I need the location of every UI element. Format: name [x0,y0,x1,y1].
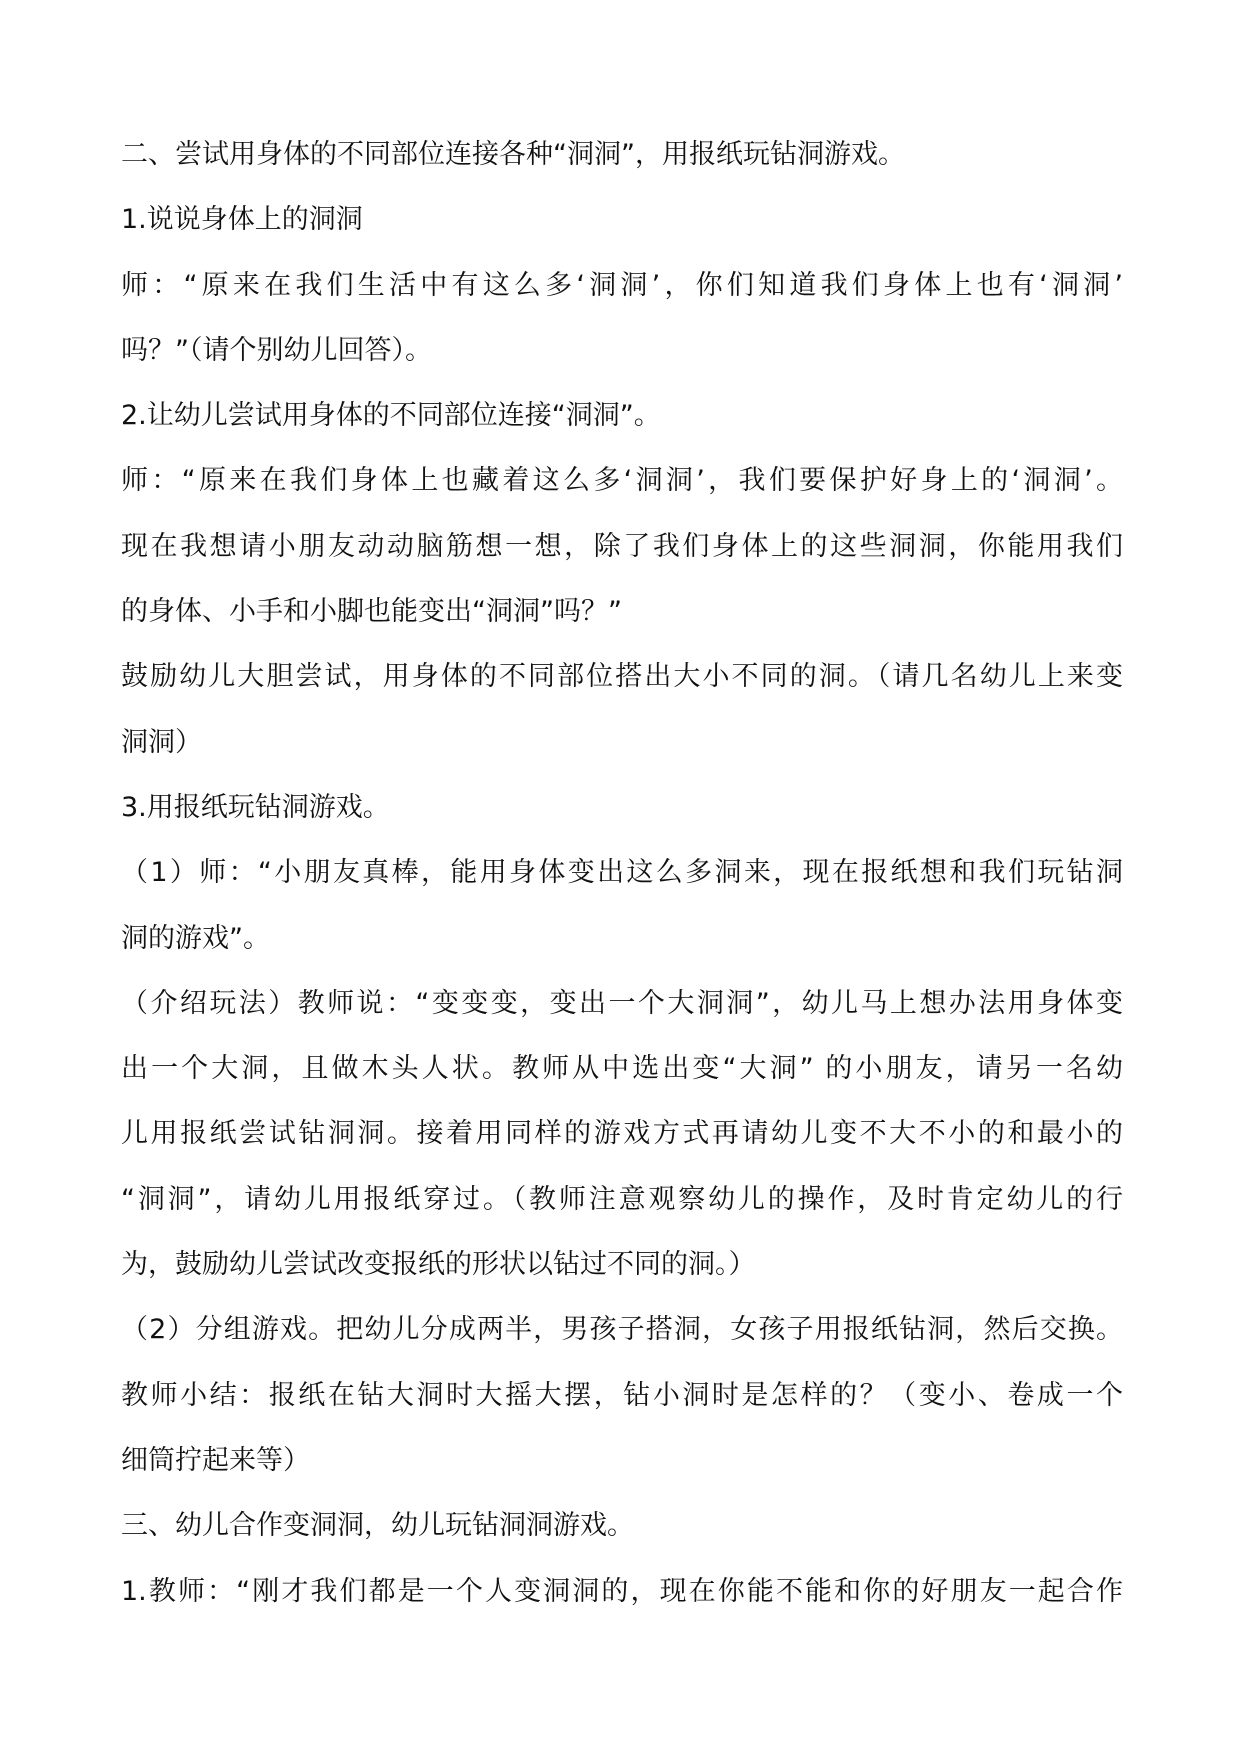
paragraph-line: 洞的游戏”。 [121,922,270,954]
paragraph-line: 洞洞） [121,726,202,758]
paragraph-line: 的身体、小手和小脚也能变出“洞洞”吗？” [121,596,622,628]
paragraph-line: 师：“原来在我们生活中有这么多‘洞洞’，你们知道我们身体上也有‘洞洞’ [121,269,1123,301]
paragraph-line: 出一个大洞，且做木头人状。教师从中选出变“大洞” 的小朋友，请另一名幼 [121,1053,1123,1085]
step-heading: 2.让幼儿尝试用身体的不同部位连接“洞洞”。 [121,400,661,432]
paragraph-line: 现在我想请小朋友动动脑筋想一想，除了我们身体上的这些洞洞，你能用我们 [121,530,1123,562]
paragraph-line: 吗？”（请个别幼儿回答）。 [121,334,432,366]
paragraph-line: 为，鼓励幼儿尝试改变报纸的形状以钻过不同的洞。） [121,1249,756,1281]
section-heading: 三、幼儿合作变洞洞，幼儿玩钻洞洞游戏。 [121,1510,634,1542]
paragraph-line: （1）师：“小朋友真棒，能用身体变出这么多洞来，现在报纸想和我们玩钻洞 [121,857,1123,889]
document-page [121,122,1123,1624]
paragraph-line: 1.教师：“刚才我们都是一个人变洞洞的，现在你能不能和你的好朋友一起合作 [121,1575,1123,1607]
paragraph-line: 细筒拧起来等） [121,1444,310,1476]
paragraph-line: 鼓励幼儿大胆尝试，用身体的不同部位搭出大小不同的洞。（请几名幼儿上来变 [121,661,1123,693]
paragraph-line: （2）分组游戏。把幼儿分成两半，男孩子搭洞，女孩子用报纸钻洞，然后交换。 [121,1314,1123,1346]
step-heading: 1.说说身体上的洞洞 [121,204,363,236]
paragraph-line: 儿用报纸尝试钻洞洞。接着用同样的游戏方式再请幼儿变不大不小的和最小的 [121,1118,1123,1150]
paragraph-line: “洞洞”，请幼儿用报纸穿过。（教师注意观察幼儿的操作，及时肯定幼儿的行 [121,1183,1123,1215]
section-heading: 二、尝试用身体的不同部位连接各种“洞洞”，用报纸玩钻洞游戏。 [121,139,905,170]
paragraph-line: （介绍玩法）教师说：“变变变，变出一个大洞洞”，幼儿马上想办法用身体变 [121,987,1123,1019]
paragraph-line: 师：“原来在我们身体上也藏着这么多‘洞洞’，我们要保护好身上的‘洞洞’。 [121,465,1123,497]
paragraph-line: 教师小结：报纸在钻大洞时大摇大摆，钻小洞时是怎样的？（变小、卷成一个 [121,1379,1123,1411]
step-heading: 3.用报纸玩钻洞游戏。 [121,791,390,823]
